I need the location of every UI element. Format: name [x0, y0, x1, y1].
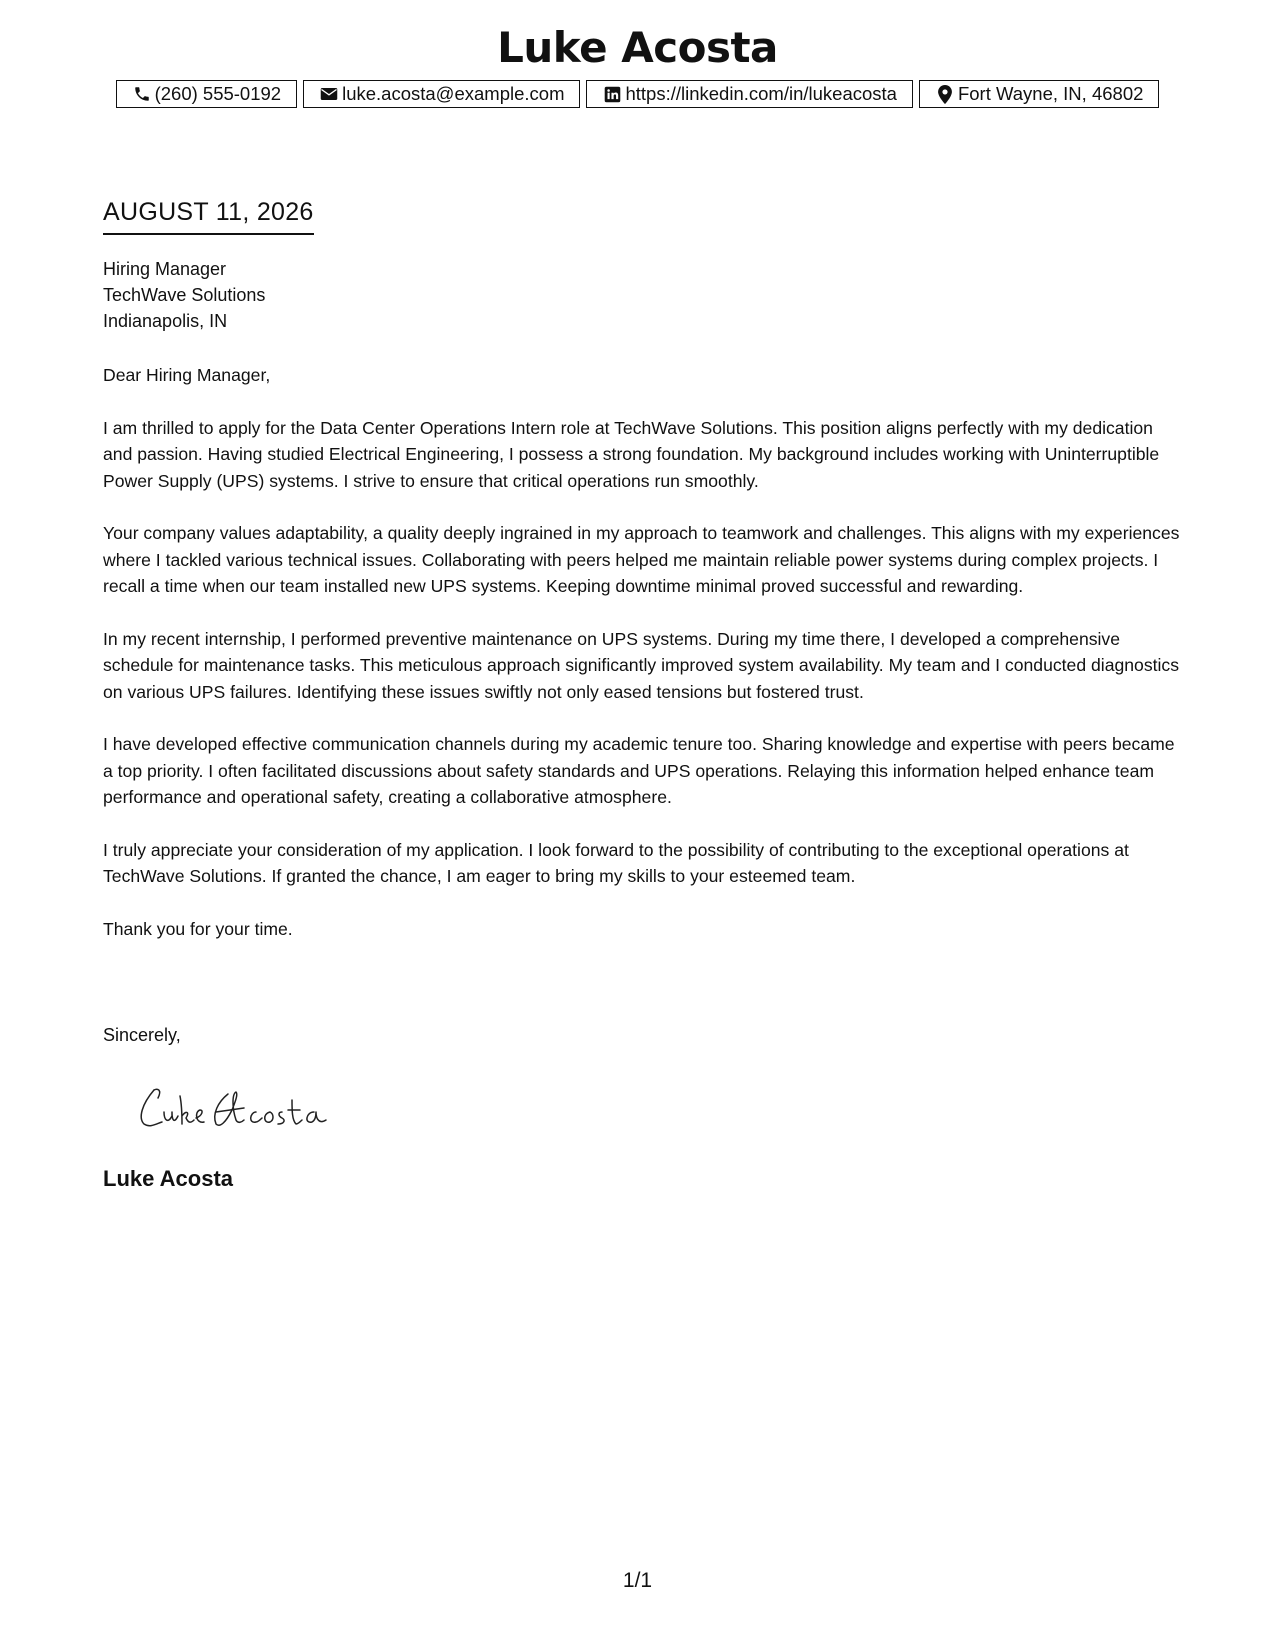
contact-linkedin[interactable]	[586, 80, 912, 108]
recipient-company: TechWave Solutions	[103, 285, 266, 305]
body-paragraph: In my recent internship, I performed preventive maintenance on UPS systems. During my time there, I developed a comprehensive schedule for maintenance tasks. This meticulous approach significantly improved system availability. My team and I conducted diagnostics on various UPS failures. Identifying these issues swiftly not only eased tensions but fostered trust.	[103, 628, 1180, 702]
thank-you-line: Thank you for your time.	[103, 918, 293, 939]
body-paragraph: I have developed effective communication channels during my academic tenure too. Sharing knowledge and expertise with peers became a top priority. I often facilitated discussions about safety standards and UPS operations. Relaying this information helped enhance team performance and operational safety, creating a collaborative atmosphere.	[103, 734, 1175, 807]
contact-phone	[116, 80, 298, 108]
letter-body	[103, 362, 1183, 968]
handwritten-signature	[132, 1080, 342, 1136]
phone-icon	[132, 84, 152, 104]
map-pin-icon	[935, 84, 955, 104]
body-paragraph: I truly appreciate your consideration of my application. I look forward to the possibility of contributing to the exceptional operations at TechWave Solutions. If granted the chance, I am eager to bring my skills to your esteemed team.	[103, 839, 1129, 886]
closing-line: Sincerely,	[103, 1025, 181, 1045]
body-paragraph: Your company values adaptability, a quality deeply ingrained in my approach to teamwork and challenges. This aligns with my experiences where I tackled various technical issues. Collaborating with peers helped me maintain reliable power systems during complex projects. I recall a time when our team installed new UPS systems. Keeping downtime minimal proved successful and rewarding.	[103, 523, 1180, 596]
contact-location	[919, 80, 1159, 108]
recipient-block	[103, 256, 265, 334]
contact-email-text: luke.acosta@example.com	[342, 83, 565, 104]
contact-email[interactable]	[303, 80, 580, 108]
body-paragraph: I am thrilled to apply for the Data Center Operations Intern role at TechWave Solutions. This position aligns perfectly with my dedication and passion. Having studied Electrical Engineering, I possess a strong foundation. My background includes working with Uninterruptible Power Supply (UPS) systems. I strive to ensure that critical operations run smoothly.	[103, 417, 1160, 491]
contact-phone-text: (260) 555-0192	[154, 83, 282, 104]
contact-location-text: Fort Wayne, IN, 46802	[957, 83, 1144, 104]
linkedin-icon	[602, 84, 622, 104]
applicant-name-heading: Luke Acosta	[497, 23, 778, 72]
contact-linkedin-text: https://linkedin.com/in/lukeacosta	[625, 83, 897, 104]
envelope-icon	[319, 84, 339, 104]
salutation: Dear Hiring Manager,	[103, 365, 271, 385]
recipient-location: Indianapolis, IN	[103, 311, 228, 331]
contact-info-row	[0, 80, 1275, 108]
recipient-title: Hiring Manager	[103, 259, 227, 279]
signed-name: Luke Acosta	[103, 1166, 234, 1191]
page-number: 1/1	[622, 1569, 653, 1592]
letter-date: AUGUST 11, 2026	[103, 197, 314, 235]
